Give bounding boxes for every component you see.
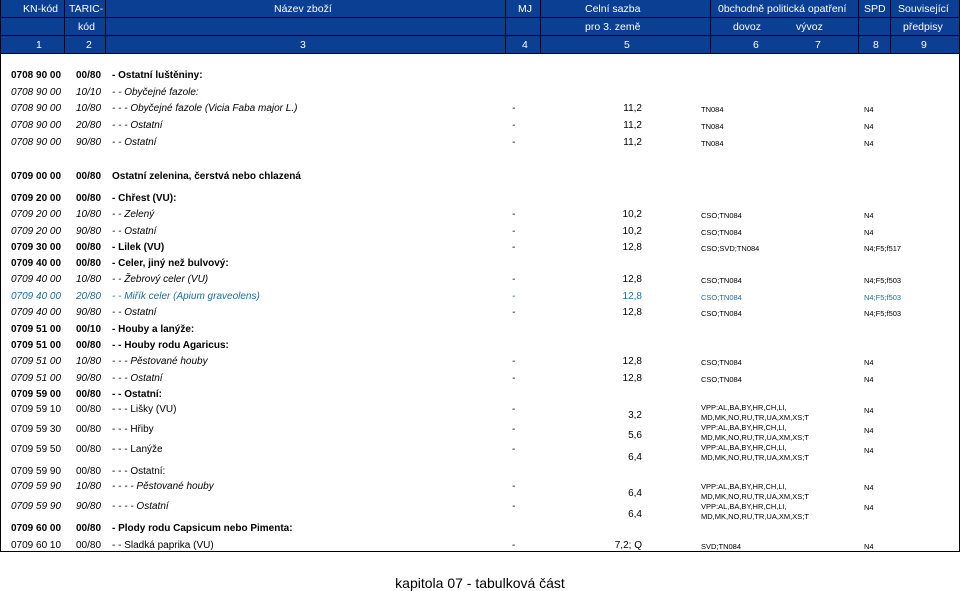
kn-code: 0709 51 00 [11, 373, 62, 384]
goods-name: - - Ostatní [112, 307, 157, 318]
spd-code: N4 [864, 375, 874, 384]
kn-code: 0709 40 00 [11, 291, 62, 302]
kn-code: 0709 60 10 [11, 540, 62, 551]
kn-code: 0709 40 00 [11, 258, 62, 269]
spd-code: N4 [864, 122, 874, 131]
header-column-line [890, 0, 891, 54]
taric-code: 10/80 [76, 209, 102, 220]
goods-name: - - - Ostatní [112, 373, 163, 384]
taric-code: 90/80 [76, 501, 102, 512]
goods-name: - - - Obyčejné fazole (Vicia Faba major L.) [112, 103, 298, 114]
kn-code: 0709 60 00 [11, 523, 62, 534]
goods-name: - - Obyčejné fazole: [112, 87, 199, 98]
import-measure: VPP:AL,BA,BY,HR,CH,LI, [701, 502, 787, 511]
spd-code: N4;F5;f503 [864, 276, 902, 285]
taric-code: 00/10 [76, 324, 102, 335]
goods-name: - - - Ostatní [112, 120, 163, 131]
header-col-9: 9 [921, 39, 927, 51]
spd-code: N4 [864, 358, 874, 367]
import-measure: CSO;TN084 [701, 309, 742, 318]
kn-code: 0709 30 00 [11, 242, 62, 253]
goods-name: - Chřest (VU): [112, 193, 177, 204]
duty-rate: 6,4 [628, 452, 642, 463]
taric-code: 00/80 [76, 242, 102, 253]
goods-name: - - - Hřiby [112, 424, 154, 435]
header-vyvoz: vývoz [796, 21, 823, 33]
spd-code: N4 [864, 542, 874, 551]
kn-code: 0709 40 00 [11, 307, 62, 318]
import-measure: CSO;TN084 [701, 211, 742, 220]
taric-code: 00/80 [76, 171, 102, 182]
import-measure: CSO;TN084 [701, 228, 742, 237]
kn-code: 0708 90 00 [11, 137, 62, 148]
import-measure: TN084 [701, 139, 724, 148]
kn-code: 0708 90 00 [11, 70, 62, 81]
header-divider [0, 35, 960, 36]
unit: - [512, 373, 516, 384]
header-souvisejici: Související [898, 3, 949, 15]
goods-name: - - - Ostatní: [112, 466, 166, 477]
goods-name: Ostatní zelenina, čerstvá nebo chlazená [112, 171, 301, 182]
import-measure: CSO;SVD;TN084 [701, 244, 760, 253]
kn-code: 0709 59 90 [11, 466, 62, 477]
taric-code: 00/80 [76, 466, 102, 477]
header-col-8: 8 [873, 39, 879, 51]
kn-code: 0709 51 00 [11, 324, 62, 335]
taric-code: 00/80 [76, 193, 102, 204]
kn-code: 0709 40 00 [11, 274, 62, 285]
spd-code: N4 [864, 228, 874, 237]
header-column-line [505, 0, 506, 54]
import-measure-cont: MD,MK,NO,RU,TR,UA,XM,XS;T [701, 453, 809, 462]
goods-name: - - Sladká paprika (VU) [112, 540, 214, 551]
taric-code: 90/80 [76, 226, 102, 237]
import-measure-cont: MD,MK,NO,RU,TR,UA,XM,XS;T [701, 492, 809, 501]
taric-code: 10/80 [76, 274, 102, 285]
duty-rate: 11,2 [623, 103, 642, 114]
duty-rate: 11,2 [623, 120, 642, 131]
duty-rate: 12,8 [622, 242, 642, 253]
goods-name: - Ostatní luštěniny: [112, 70, 203, 81]
header-pro-3-zeme: pro 3. země [585, 21, 641, 33]
header-column-line [105, 0, 106, 54]
unit: - [512, 274, 516, 285]
unit: - [512, 540, 516, 551]
header-column-line [858, 0, 859, 54]
taric-code: 00/80 [76, 523, 102, 534]
import-measure: TN084 [701, 122, 724, 131]
header-mj: MJ [518, 3, 532, 15]
kn-code: 0709 59 30 [11, 424, 62, 435]
duty-rate: 6,4 [628, 509, 642, 520]
import-measure: CSO;TN084 [701, 375, 742, 384]
kn-code: 0709 59 90 [11, 481, 62, 492]
goods-name: - - - Pěstované houby [112, 356, 208, 367]
unit: - [512, 137, 516, 148]
import-measure-cont: MD,MK,NO,RU,TR,UA,XM,XS;T [701, 512, 809, 521]
duty-rate: 10,2 [622, 209, 642, 220]
duty-rate: 12,8 [622, 291, 642, 302]
taric-code: 90/80 [76, 373, 102, 384]
header-celni-sazba: Celní sazba [585, 3, 641, 15]
goods-name: - - Ostatní [112, 137, 157, 148]
duty-rate: 12,8 [622, 274, 642, 285]
goods-name: - Lilek (VU) [112, 242, 165, 253]
import-measure: VPP:AL,BA,BY,HR,CH,LI, [701, 403, 787, 412]
unit: - [512, 481, 516, 492]
goods-name: - - - - Pěstované houby [112, 481, 214, 492]
goods-name: - - - Lanýže [112, 444, 163, 455]
import-measure: CSO;TN084 [701, 293, 742, 302]
header-predpisy: předpisy [903, 21, 943, 33]
spd-code: N4 [864, 503, 874, 512]
unit: - [512, 103, 516, 114]
goods-name: - Celer, jiný než bulvový: [112, 258, 229, 269]
duty-rate: 12,8 [622, 356, 642, 367]
spd-code: N4 [864, 211, 874, 220]
goods-name: - - Ostatní: [112, 389, 162, 400]
header-col-5: 5 [624, 39, 630, 51]
taric-code: 00/80 [76, 424, 102, 435]
goods-name: - - - - Ostatní [112, 501, 169, 512]
unit: - [512, 444, 516, 455]
spd-code: N4 [864, 406, 874, 415]
duty-rate: 11,2 [623, 137, 642, 148]
taric-code: 00/80 [76, 404, 102, 415]
unit: - [512, 356, 516, 367]
import-measure-cont: MD,MK,NO,RU,TR,UA,XM,XS;T [701, 433, 809, 442]
kn-code: 0709 59 90 [11, 501, 62, 512]
unit: - [512, 501, 516, 512]
import-measure: SVD;TN084 [701, 542, 742, 551]
import-measure-cont: MD,MK,NO,RU,TR,UA,XM,XS;T [701, 413, 809, 422]
duty-rate: 12,8 [622, 307, 642, 318]
spd-code: N4;F5;f503 [864, 309, 902, 318]
header-taric-kod: kód [78, 21, 95, 33]
header-col-4: 4 [522, 39, 528, 51]
spd-code: N4 [864, 483, 874, 492]
header-col-7: 7 [815, 39, 821, 51]
header-column-line [64, 0, 65, 54]
taric-code: 20/80 [76, 291, 102, 302]
header-col-1: 1 [36, 39, 42, 51]
kn-code: 0709 59 00 [11, 389, 62, 400]
import-measure: TN084 [701, 105, 724, 114]
spd-code: N4 [864, 446, 874, 455]
unit: - [512, 120, 516, 131]
unit: - [512, 291, 516, 302]
goods-name: - - Houby rodu Agaricus: [112, 340, 229, 351]
body-column-line [0, 54, 1, 551]
unit: - [512, 307, 516, 318]
header-kn-kod: KN-kód [23, 3, 59, 15]
taric-code: 90/80 [76, 137, 102, 148]
unit: - [512, 226, 516, 237]
taric-code: 00/80 [76, 340, 102, 351]
unit: - [512, 424, 516, 435]
duty-rate: 10,2 [622, 226, 642, 237]
taric-code: 00/80 [76, 258, 102, 269]
kn-code: 0709 20 00 [11, 226, 62, 237]
goods-name: - - Žebrový celer (VU) [112, 274, 209, 285]
kn-code: 0709 20 00 [11, 193, 62, 204]
taric-code: 20/80 [76, 120, 102, 131]
goods-name: - - Miřík celer (Apium graveolens) [112, 291, 260, 302]
header-opatreni: 0bchodně politická opatření [718, 3, 847, 15]
spd-code: N4 [864, 139, 874, 148]
taric-code: 90/80 [76, 307, 102, 318]
taric-code: 00/80 [76, 70, 102, 81]
header-spd: SPD [864, 3, 886, 15]
kn-code: 0709 00 00 [11, 171, 62, 182]
header-column-line [540, 0, 541, 54]
kn-code: 0708 90 00 [11, 87, 62, 98]
kn-code: 0709 20 00 [11, 209, 62, 220]
spd-code: N4;F5;f517 [864, 244, 902, 253]
kn-code: 0708 90 00 [11, 120, 62, 131]
kn-code: 0709 51 00 [11, 340, 62, 351]
header-col-2: 2 [86, 39, 92, 51]
taric-code: 00/80 [76, 389, 102, 400]
goods-name: - Houby a lanýže: [112, 324, 195, 335]
header-divider [0, 17, 960, 18]
import-measure: VPP:AL,BA,BY,HR,CH,LI, [701, 482, 787, 491]
kn-code: 0709 59 50 [11, 444, 62, 455]
taric-code: 00/80 [76, 540, 102, 551]
header-col-6: 6 [753, 39, 759, 51]
goods-name: - - Zelený [112, 209, 155, 220]
spd-code: N4;F5;f503 [864, 293, 902, 302]
duty-rate: 6,4 [628, 488, 642, 499]
taric-code: 00/80 [76, 444, 102, 455]
duty-rate: 5,6 [628, 430, 642, 441]
header-col-3: 3 [300, 39, 306, 51]
goods-name: - Plody rodu Capsicum nebo Pimenta: [112, 523, 293, 534]
taric-code: 10/10 [76, 87, 102, 98]
table-header [0, 0, 960, 54]
duty-rate: 7,2; Q [614, 540, 642, 551]
header-column-line [0, 0, 1, 54]
unit: - [512, 209, 516, 220]
goods-name: - - Ostatní [112, 226, 157, 237]
taric-code: 10/80 [76, 103, 102, 114]
header-dovoz: dovoz [733, 21, 762, 33]
spd-code: N4 [864, 105, 874, 114]
import-measure: VPP:AL,BA,BY,HR,CH,LI, [701, 423, 787, 432]
kn-code: 0708 90 00 [11, 103, 62, 114]
header-taric: TARIC- [69, 3, 104, 15]
import-measure: VPP:AL,BA,BY,HR,CH,LI, [701, 443, 787, 452]
duty-rate: 3,2 [628, 410, 642, 421]
import-measure: CSO;TN084 [701, 276, 742, 285]
kn-code: 0709 59 10 [11, 404, 62, 415]
page-footer: kapitola 07 - tabulková část [395, 575, 565, 591]
kn-code: 0709 51 00 [11, 356, 62, 367]
duty-rate: 12,8 [622, 373, 642, 384]
goods-name: - - - Lišky (VU) [112, 404, 177, 415]
header-divider [0, 53, 960, 54]
taric-code: 10/80 [76, 356, 102, 367]
taric-code: 10/80 [76, 481, 102, 492]
unit: - [512, 404, 516, 415]
spd-code: N4 [864, 426, 874, 435]
import-measure: CSO;TN084 [701, 358, 742, 367]
unit: - [512, 242, 516, 253]
header-column-line [710, 0, 711, 54]
header-nazev-zbozi: Název zboží [274, 3, 332, 15]
